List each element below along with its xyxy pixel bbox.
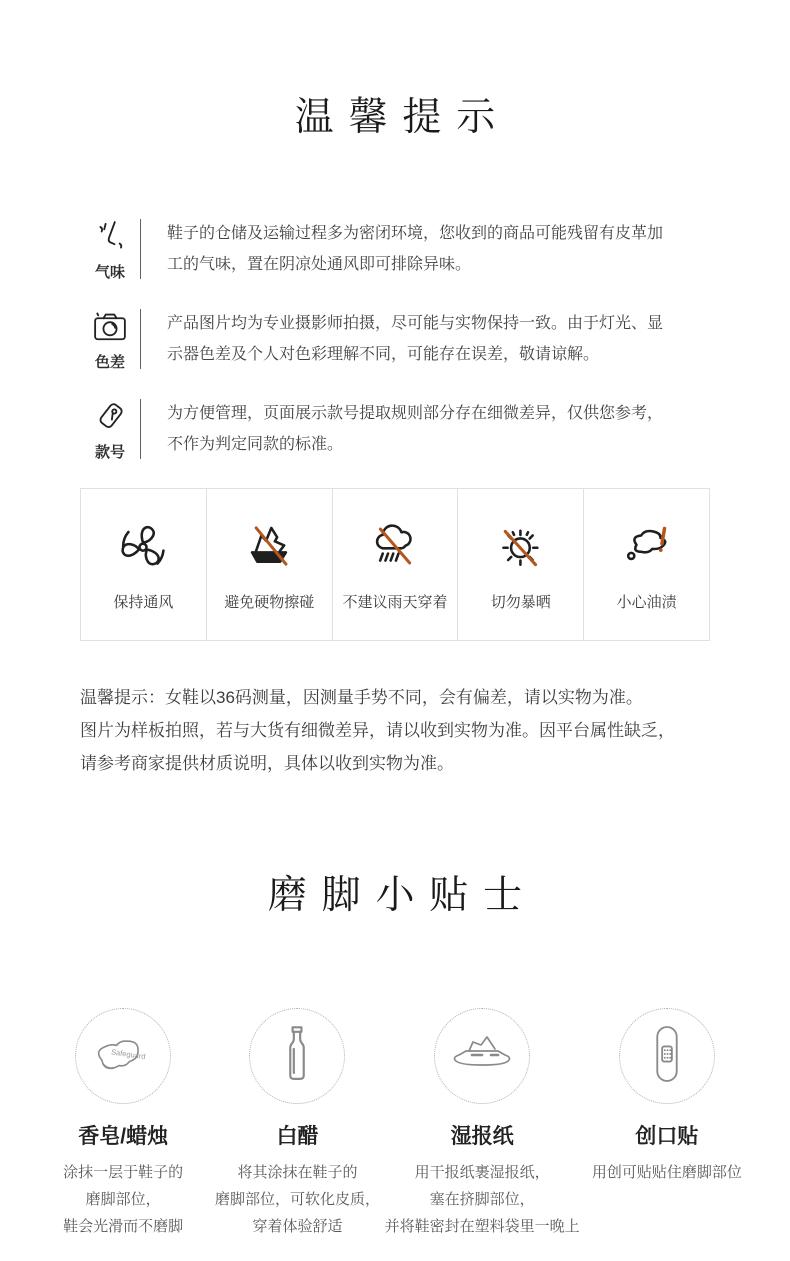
notice-paragraph	[80, 681, 710, 780]
rubbing-tips-title: 磨脚小贴士	[267, 874, 537, 917]
tip-label: 款号	[94, 444, 125, 461]
remedy-band-aid	[580, 1008, 754, 1240]
care-label: 保持通风	[113, 594, 174, 611]
care-cell-no-hard-objects	[207, 489, 333, 640]
care-label: 避免硬物擦碰	[224, 594, 315, 611]
remedy-desc-line: 用创可贴贴住磨脚部位	[591, 1164, 742, 1181]
remedy-desc-line: 穿着体验舒适	[252, 1218, 343, 1235]
care-cell-oil-stain	[584, 489, 709, 640]
tip-text-line: 示器色差及个人对色彩理解不同，可能存在误差，敬请谅解。	[167, 346, 600, 363]
divider	[140, 219, 141, 279]
camera-icon	[89, 306, 131, 348]
tips-list	[80, 216, 710, 462]
notice-line: 请参考商家提供材质说明，具体以收到实物为准。	[80, 754, 454, 773]
care-icons-grid	[80, 488, 710, 641]
soap-icon	[87, 1023, 159, 1090]
tip-label: 色差	[94, 354, 125, 371]
fan-icon	[115, 515, 171, 577]
care-cell-no-sun	[458, 489, 584, 640]
remedy-label: 创口贴	[635, 1125, 699, 1148]
tip-row-color-difference	[80, 306, 710, 372]
tip-text-line: 不作为判定同款的标准。	[167, 436, 344, 453]
remedy-label: 白醋	[276, 1125, 319, 1148]
tip-text-line: 为方便管理，页面展示款号提取规则部分存在细微差异，仅供您参考，	[167, 405, 664, 422]
care-cell-no-rain	[333, 489, 459, 640]
remedy-desc-line: 磨脚部位，	[85, 1191, 161, 1208]
care-cell-ventilation	[81, 489, 207, 640]
tip-text-line: 产品图片均为专业摄影师拍摄，尽可能与实物保持一致。由于灯光、显	[167, 315, 664, 332]
tip-row-smell	[80, 216, 710, 282]
remedy-label: 湿报纸	[450, 1125, 514, 1148]
oil-stain-icon	[619, 515, 675, 577]
tip-label: 气味	[94, 264, 125, 281]
remedies-row	[36, 1008, 754, 1240]
remedy-soap	[36, 1008, 210, 1240]
tip-text-line: 鞋子的仓储及运输过程多为密闭环境，您收到的商品可能残留有皮革加	[167, 225, 664, 242]
no-hard-object-icon	[241, 515, 297, 577]
warm-tips-title: 温馨提示	[294, 96, 511, 139]
remedy-desc-line: 磨脚部位，可软化皮质，	[214, 1191, 380, 1208]
remedy-desc-line: 将其涂抹在鞋子的	[237, 1164, 358, 1181]
tag-icon	[89, 396, 131, 438]
remedy-desc-line: 塞在挤脚部位，	[429, 1191, 535, 1208]
no-sun-icon	[493, 515, 549, 577]
notice-line: 温馨提示：女鞋以36码测量，因测量手势不同，会有偏差，请以实物为准。	[80, 688, 643, 707]
care-label: 切勿暴晒	[490, 594, 551, 611]
no-rain-icon	[367, 515, 423, 577]
notice-line: 图片为样板拍照，若与大货有细微差异，请以收到实物为准。因平台属性缺乏，	[80, 721, 675, 740]
remedy-desc-line: 用干报纸裹湿报纸，	[414, 1164, 550, 1181]
care-label: 小心油渍	[616, 594, 677, 611]
remedy-desc-line: 鞋会光滑而不磨脚	[63, 1218, 184, 1235]
remedy-desc-line: 涂抹一层于鞋子的	[63, 1164, 184, 1181]
remedy-desc-line: 并将鞋密封在塑料袋里一晚上	[384, 1218, 580, 1235]
tip-row-style-number	[80, 396, 710, 462]
svg-text:Safeguard: Safeguard	[110, 1046, 147, 1061]
divider	[140, 399, 141, 459]
band-aid-icon	[640, 1021, 694, 1092]
smell-icon	[89, 216, 131, 258]
remedy-wet-newspaper	[385, 1008, 580, 1240]
vinegar-bottle-icon	[266, 1021, 328, 1092]
tip-text-line: 工的气味，置在阴凉处通风即可排除异味。	[167, 256, 472, 273]
divider	[140, 309, 141, 369]
wet-newspaper-icon	[445, 1024, 519, 1089]
remedy-vinegar	[210, 1008, 384, 1240]
remedy-label: 香皂/蜡烛	[78, 1125, 169, 1148]
care-label: 不建议雨天穿着	[342, 594, 448, 611]
